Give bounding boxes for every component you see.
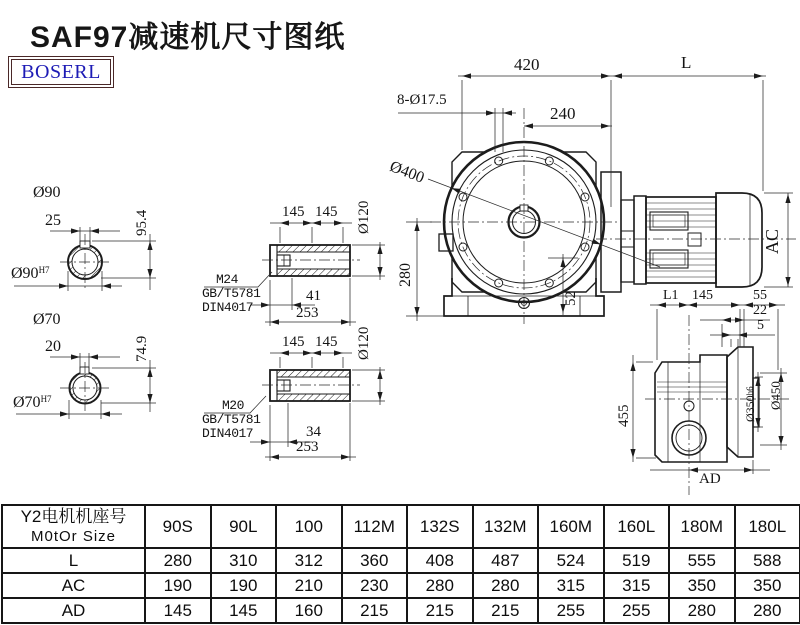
dim-hollow-bottom-34-label: 34 — [306, 424, 321, 440]
dim-dia70-label: Ø70 — [33, 311, 61, 328]
page-title: SAF97减速机尺寸图纸 — [30, 21, 346, 54]
cell-AD-2: 160 — [276, 598, 342, 623]
dim-key-height-70-label: 74.9 — [134, 335, 150, 362]
cell-AD-5: 215 — [473, 598, 539, 623]
cell-AD-6: 255 — [538, 598, 604, 623]
row-label-AC: AC — [2, 573, 145, 598]
cell-AD-1: 145 — [211, 598, 277, 623]
dim-spigot-tolerance: h6 — [745, 386, 755, 396]
dim-52-label: 52 — [563, 291, 579, 306]
cell-L-7: 519 — [604, 548, 670, 573]
table-column-90l: 90L — [211, 505, 277, 548]
dim-22-label: 22 — [753, 303, 767, 318]
table-row-AD — [2, 598, 800, 623]
cell-AD-4: 215 — [407, 598, 473, 623]
standard-gb-bottom-label: GB/T5781 — [202, 412, 261, 427]
cell-AC-9: 350 — [735, 573, 800, 598]
dim-key-width-90-label: 25 — [45, 212, 61, 229]
brand-logo-text: BOSERL — [21, 60, 101, 83]
table-column-180l: 180L — [735, 505, 800, 548]
dim-hollow-bottom-253-label: 253 — [296, 439, 319, 455]
dim-240-label: 240 — [550, 104, 576, 123]
dim-dia90-label: Ø90 — [33, 184, 61, 201]
dim-bore90-label — [11, 266, 50, 282]
cell-AC-5: 280 — [473, 573, 539, 598]
dim-spigot-label — [744, 386, 756, 422]
view-front — [398, 73, 796, 324]
dim-key-width-70-label: 20 — [45, 338, 61, 355]
table-column-160l: 160L — [604, 505, 670, 548]
dim-hollow-bottom-145b-label: 145 — [315, 334, 338, 350]
cell-L-3: 360 — [342, 548, 408, 573]
dim-55-label: 55 — [753, 288, 767, 303]
cell-AC-3: 230 — [342, 573, 408, 598]
dim-AC-label: AC — [762, 228, 782, 254]
dim-hollow-top-dia-label: Ø120 — [356, 200, 372, 234]
table-column-132m: 132M — [473, 505, 539, 548]
row-label-AD: AD — [2, 598, 145, 623]
cell-AC-6: 315 — [538, 573, 604, 598]
cell-AC-8: 350 — [669, 573, 735, 598]
table-row-L — [2, 548, 800, 573]
cell-L-4: 408 — [407, 548, 473, 573]
table-column-112m: 112M — [342, 505, 408, 548]
dim-spigot-value: Ø350 — [743, 395, 757, 422]
cell-L-1: 310 — [211, 548, 277, 573]
dim-side-145-label: 145 — [692, 288, 713, 303]
cell-AC-0: 190 — [145, 573, 211, 598]
dim-bore90-value: Ø90 — [11, 265, 39, 282]
dim-bore70-tolerance: H7 — [40, 394, 52, 404]
cell-L-2: 312 — [276, 548, 342, 573]
table-header-en: M0tOr Size — [30, 527, 116, 545]
dim-hollow-top-145a-label: 145 — [282, 204, 305, 220]
cell-AC-7: 315 — [604, 573, 670, 598]
cell-AC-4: 280 — [407, 573, 473, 598]
cell-L-8: 555 — [669, 548, 735, 573]
cell-AD-0: 145 — [145, 598, 211, 623]
dim-450-label: Ø450 — [768, 381, 783, 410]
row-label-L: L — [2, 548, 145, 573]
dim-L1-label: L1 — [663, 288, 679, 303]
cell-AD-7: 255 — [604, 598, 670, 623]
dim-420-label: 420 — [514, 55, 540, 74]
table-header-cn: Y2电机机座号 — [20, 507, 127, 527]
dim-455-label: 455 — [616, 404, 632, 427]
dim-bore90-tolerance: H7 — [38, 265, 50, 275]
dim-hollow-bottom-145a-label: 145 — [282, 334, 305, 350]
motor-size-table — [1, 504, 800, 624]
standard-gb-top-label: GB/T5781 — [202, 286, 261, 301]
cell-L-9: 588 — [735, 548, 800, 573]
cell-L-6: 524 — [538, 548, 604, 573]
dim-hollow-top-253-label: 253 — [296, 305, 319, 321]
dim-bore70-label — [13, 395, 52, 411]
table-header-motor-size — [2, 505, 145, 548]
bolt-holes-callout-label: 8-Ø17.5 — [397, 92, 447, 108]
dim-flange-dia-label: Ø400 — [387, 158, 427, 187]
table-header-row — [2, 505, 800, 548]
thread-callout-m24-label: M24 — [216, 272, 238, 287]
dim-hollow-bottom-dia-label: Ø120 — [356, 326, 372, 360]
dim-key-height-90-label: 95.4 — [134, 209, 150, 236]
cell-AD-3: 215 — [342, 598, 408, 623]
table-row-AC — [2, 573, 800, 598]
cell-L-5: 487 — [473, 548, 539, 573]
thread-callout-m20-label: M20 — [222, 398, 244, 413]
cell-AD-8: 280 — [669, 598, 735, 623]
dim-AD-label: AD — [699, 471, 721, 487]
dim-hollow-top-145b-label: 145 — [315, 204, 338, 220]
cell-AC-2: 210 — [276, 573, 342, 598]
dim-5-label: 5 — [757, 318, 764, 333]
table-column-132s: 132S — [407, 505, 473, 548]
table-column-90s: 90S — [145, 505, 211, 548]
table-column-100: 100 — [276, 505, 342, 548]
dim-hollow-top-41-label: 41 — [306, 288, 321, 304]
table-column-180m: 180M — [669, 505, 735, 548]
dim-L-label: L — [681, 53, 692, 72]
dim-bore70-value: Ø70 — [13, 394, 41, 411]
cell-AD-9: 280 — [735, 598, 800, 623]
cell-L-0: 280 — [145, 548, 211, 573]
table-column-160m: 160M — [538, 505, 604, 548]
cell-AC-1: 190 — [211, 573, 277, 598]
dim-280-label: 280 — [397, 263, 414, 287]
standard-din-bottom-label: DIN4017 — [202, 426, 254, 441]
standard-din-top-label: DIN4017 — [202, 300, 254, 315]
